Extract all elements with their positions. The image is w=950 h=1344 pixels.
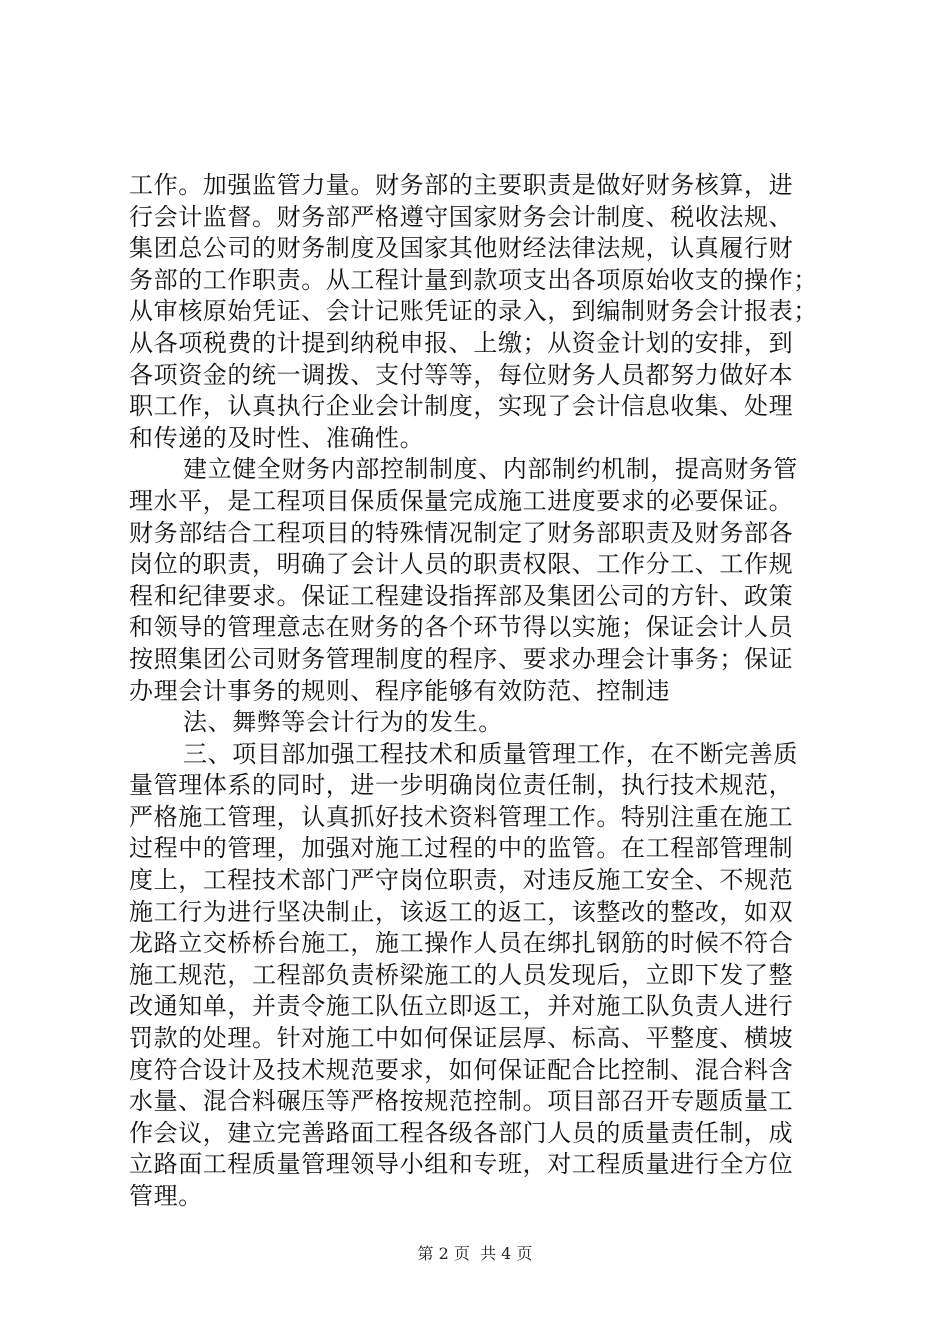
text-line: 办理会计事务的规则、程序能够有效防范、控制违 <box>129 676 671 705</box>
text-line: 作会议，建立完善路面工程各级各部门人员的质量责任制，成 <box>129 1118 794 1147</box>
text-line: 量管理体系的同时，进一步明确岗位责任制，执行技术规范， <box>129 771 794 800</box>
text-line: 法、舞弊等会计行为的发生。 <box>183 708 503 737</box>
text-line: 过程中的管理，加强对施工过程的中的监管。在工程部管理制 <box>129 834 794 863</box>
text-line: 理水平，是工程项目保质保量完成施工进度要求的必要保证。 <box>129 486 794 515</box>
page-footer: 第 2 页 共 4 页 <box>417 1244 533 1263</box>
text-line: 水量、混合料碾压等严格按规范控制。项目部召开专题质量工 <box>129 1087 794 1116</box>
text-line: 施工行为进行坚决制止，该返工的返工，该整改的整改，如双 <box>129 897 794 926</box>
text-line: 和领导的管理意志在财务的各个环节得以实施；保证会计人员 <box>129 613 794 642</box>
text-line: 岗位的职责，明确了会计人员的职责权限、工作分工、工作规 <box>129 550 794 579</box>
text-line: 度上，工程技术部门严守岗位职责，对违反施工安全、不规范 <box>129 866 794 895</box>
text-line: 财务部结合工程项目的特殊情况制定了财务部职责及财务部各 <box>129 518 794 547</box>
text-line: 按照集团公司财务管理制度的程序、要求办理会计事务；保证 <box>129 644 794 673</box>
text-line: 职工作，认真执行企业会计制度，实现了会计信息收集、处理 <box>129 392 794 421</box>
document-body <box>129 170 849 1213</box>
text-line: 建立健全财务内部控制制度、内部制约机制，提高财务管 <box>183 455 798 484</box>
text-line: 务部的工作职责。从工程计量到款项支出各项原始收支的操作； <box>129 265 818 294</box>
text-line: 行会计监督。财务部严格遵守国家财务会计制度、税收法规、 <box>129 202 794 231</box>
text-line: 工作。加强监管力量。财务部的主要职责是做好财务核算，进 <box>129 171 794 199</box>
text-line: 集团总公司的财务制度及国家其他财经法律法规，认真履行财 <box>129 234 794 263</box>
text-line: 从审核原始凭证、会计记账凭证的录入，到编制财务会计报表； <box>129 297 818 326</box>
text-line: 各项资金的统一调拨、支付等等，每位财务人员都努力做好本 <box>129 360 794 389</box>
text-line: 度符合设计及技术规范要求，如何保证配合比控制、混合料含 <box>129 1055 794 1084</box>
text-line: 施工规范，工程部负责桥梁施工的人员发现后，立即下发了整 <box>129 960 794 989</box>
text-line: 程和纪律要求。保证工程建设指挥部及集团公司的方针、政策 <box>129 581 794 610</box>
text-line: 立路面工程质量管理领导小组和专班，对工程质量进行全方位 <box>129 1150 794 1179</box>
text-line: 龙路立交桥桥台施工，施工操作人员在绑扎钢筋的时候不符合 <box>129 929 794 958</box>
text-line: 改通知单，并责令施工队伍立即返工，并对施工队负责人进行 <box>129 992 794 1021</box>
text-line: 管理。 <box>129 1182 203 1210</box>
text-line: 严格施工管理，认真抓好技术资料管理工作。特别注重在施工 <box>129 802 794 831</box>
text-line: 和传递的及时性、准确性。 <box>129 423 425 452</box>
text-line: 从各项税费的计提到纳税申报、上缴；从资金计划的安排，到 <box>129 328 794 357</box>
text-line: 三、项目部加强工程技术和质量管理工作，在不断完善质 <box>183 739 798 768</box>
text-line: 罚款的处理。针对施工中如何保证层厚、标高、平整度、横坡 <box>129 1024 794 1053</box>
